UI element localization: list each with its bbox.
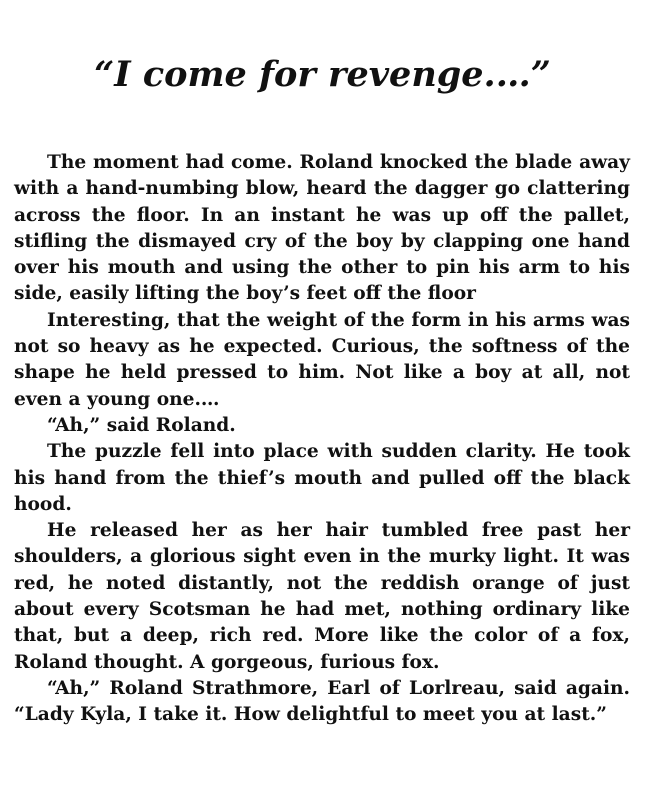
paragraph: He released her as her hair tumbled free past her shoulders, a glorious sight even in the murky light. It was red, he noted distantly, not the reddish orange of just about every Scotsman he had met, nothing ordinary like that, but a deep, rich red. More like the color of a fox, Roland thought. A gorgeous, furious fox. xyxy=(14,520,630,673)
paragraph: The moment had come. Roland knocked the blade away with a hand-numbing blow, heard the dagger go clattering across the floor. In an instant he was up off the pallet, stifling the dismayed cry of the boy by clapping one hand over his mouth and using the other to pin his arm to his side, easily lifting the boy’s feet off the floor xyxy=(14,152,630,305)
body-text xyxy=(14,150,630,729)
paragraph: The puzzle fell into place with sudden clarity. He took his hand from the thief’s mouth and pulled off the black hood. xyxy=(14,441,630,515)
paragraph: “Ah,” Roland Strathmore, Earl of Lorlreau, said again. “Lady Kyla, I take it. How delightful to meet you at last.” xyxy=(14,677,630,726)
page-title: “I come for revenge.…” xyxy=(94,54,551,95)
paragraph: “Ah,” said Roland. xyxy=(47,414,236,436)
paragraph: Interesting, that the weight of the form in his arms was not so heavy as he expected. Curious, the softness of the shape he held pressed to him. Not like a boy at all, not even a young one.… xyxy=(14,309,630,410)
